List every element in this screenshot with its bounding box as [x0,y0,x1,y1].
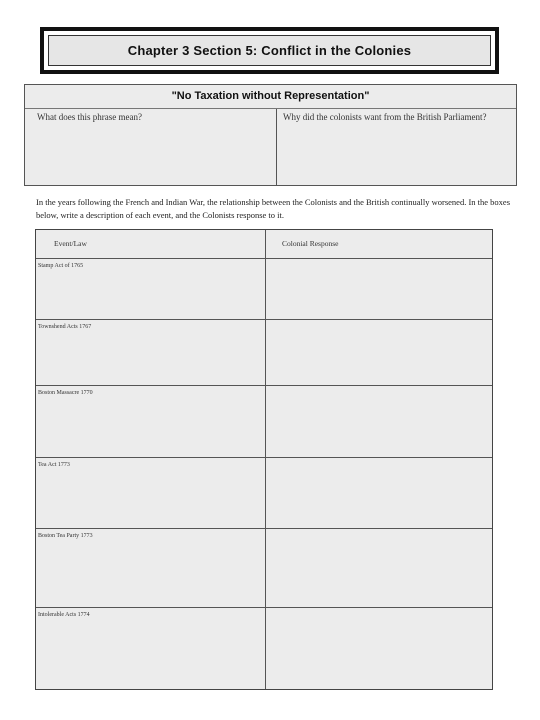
title-frame [40,27,499,74]
event-label: Boston Massacre 1770 [38,390,93,396]
phrase-box [24,84,517,186]
event-description-cell[interactable] [36,529,265,607]
table-row [36,528,492,607]
event-description-cell[interactable] [36,608,265,690]
colonial-response-cell[interactable] [266,320,492,385]
colonial-response-cell[interactable] [266,608,492,690]
colonial-response-cell[interactable] [266,458,492,528]
colonists-wants-question: Why did the colonists want from the British Parliament? [283,112,487,122]
column-header-response: Colonial Response [282,239,339,248]
table-row [36,319,492,385]
table-header [36,230,492,258]
title-banner [48,35,491,66]
table-row [36,385,492,457]
page-title: Chapter 3 Section 5: Conflict in the Colonies [127,43,412,58]
colonial-response-cell[interactable] [266,259,492,319]
phrase-meaning-answer-area[interactable] [25,109,277,185]
event-label: Boston Tea Party 1773 [38,533,93,539]
event-label: Intolerable Acts 1774 [38,612,90,618]
table-row [36,258,492,319]
event-label: Stamp Act of 1765 [38,263,84,269]
colonial-response-cell[interactable] [266,386,492,457]
phrase-meaning-question: What does this phrase mean? [37,112,142,122]
table-row [36,457,492,528]
instructions-text: In the years following the French and Indian War, the relationship between the Colonists and the British continually worsened. In the boxes below, write a description of each event, and the Colonists response to it. [36,197,510,220]
table-row [36,607,492,690]
event-label: Tea Act 1773 [38,462,70,468]
colonial-response-cell[interactable] [266,529,492,607]
phrase-heading: "No Taxation without Representation" [171,90,370,102]
event-description-cell[interactable] [36,458,265,528]
event-description-cell[interactable] [36,386,265,457]
event-label: Townshend Acts 1767 [38,324,92,330]
column-header-event: Event/Law [54,239,87,248]
event-response-table [35,229,493,690]
colonists-wants-answer-area[interactable] [277,109,516,185]
